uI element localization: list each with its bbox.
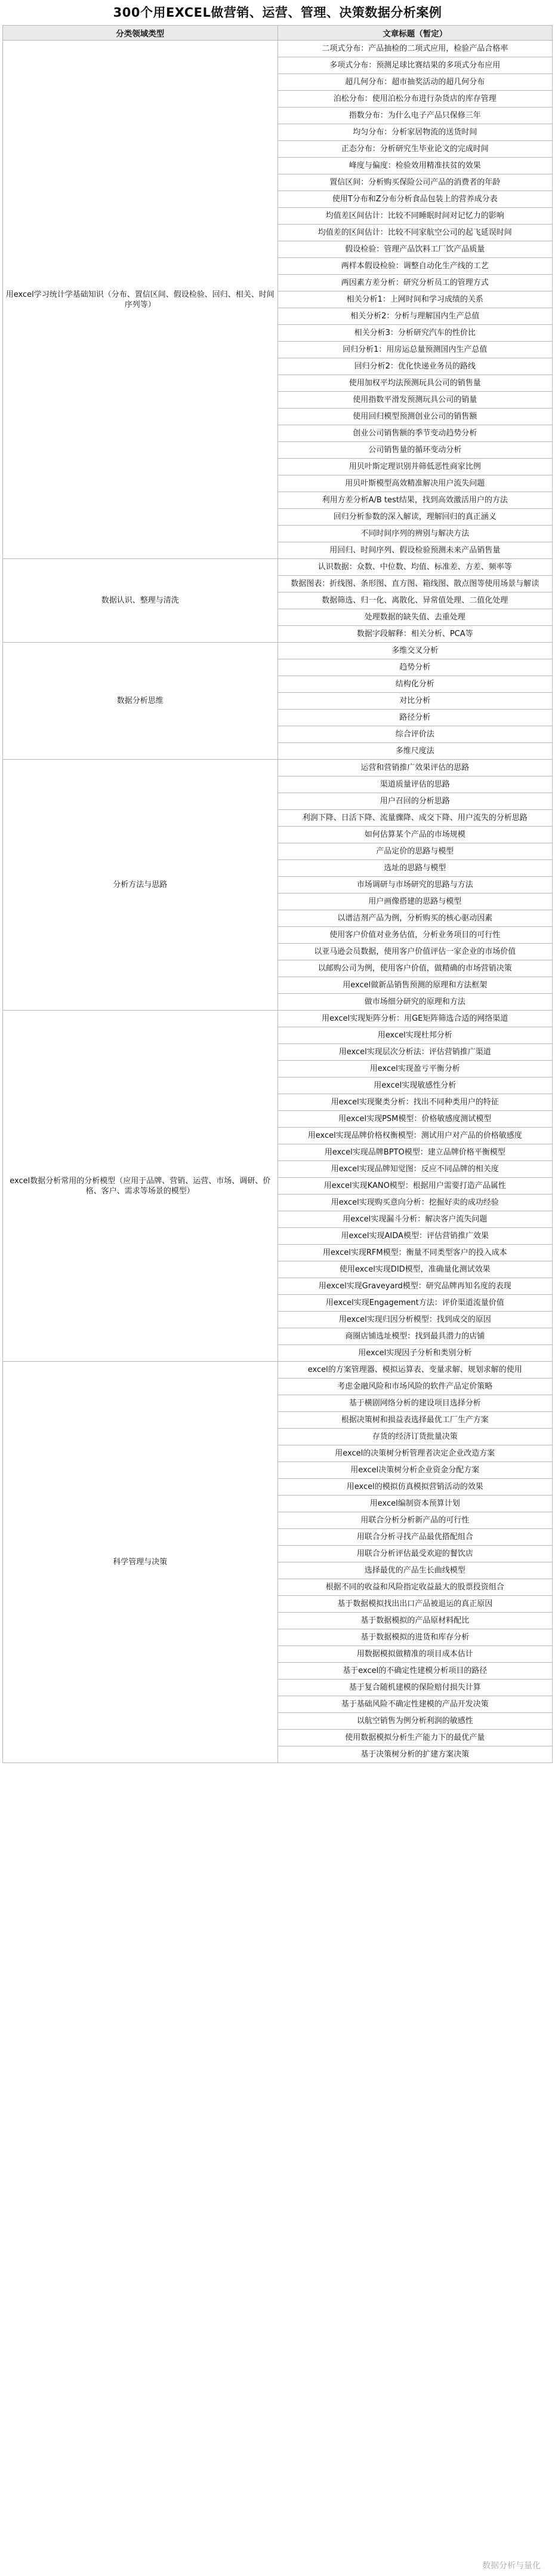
- topic-cell: 使用加权平均法预测玩具公司的销售量: [278, 375, 553, 392]
- topic-cell: 多项式分布：预测足球比赛结果的多项式分布应用: [278, 57, 553, 74]
- topic-cell: 不同时间序列的辨别与解决方法: [278, 526, 553, 542]
- case-table: [2, 25, 553, 1763]
- topic-cell: 用数据模拟做精准的项目成本估计: [278, 1646, 553, 1663]
- topic-cell: 选择最优的产品生长曲线模型: [278, 1562, 553, 1579]
- topic-cell: 认识数据：众数、中位数、均值、标准差、方差、频率等: [278, 559, 553, 576]
- topic-cell: 路径分析: [278, 710, 553, 726]
- topic-cell: 使用数据模拟分析生产能力下的最优产量: [278, 1730, 553, 1746]
- topic-cell: 用excel实现盈亏平衡分析: [278, 1061, 553, 1077]
- topic-cell: 数据图表：折线图、条形图、直方图、箱线图、散点图等使用场景与解读: [278, 576, 553, 592]
- topic-cell: 基于数据模拟找出出口产品被退运的真正原因: [278, 1596, 553, 1613]
- topic-cell: 正态分布：分析研究生毕业论文的完成时间: [278, 141, 553, 158]
- category-cell: 数据认识、整理与清洗: [3, 559, 278, 643]
- topic-cell: 回归分析1：用房运总量预测国内生产总值: [278, 342, 553, 358]
- topic-cell: 如何估算某个产品的市场规模: [278, 827, 553, 843]
- topic-cell: 用贝叶斯模型高效精准解决用户流失问题: [278, 475, 553, 492]
- topic-cell: 用excel实现矩阵分析：用GE矩阵筛选合适的网络渠道: [278, 1011, 553, 1027]
- topic-cell: 以谱洁剂产品为例，分析购买的核心驱动因素: [278, 910, 553, 927]
- topic-cell: 市场调研与市场研究的思路与方法: [278, 877, 553, 894]
- topic-cell: 用excel实现AIDA模型：评估营销推广效果: [278, 1228, 553, 1245]
- topic-cell: 做市场细分研究的原理和方法: [278, 994, 553, 1011]
- topic-cell: 处理数据的缺失值、去重处理: [278, 609, 553, 626]
- watermark: 数据分析与量化: [482, 2561, 541, 2571]
- topic-cell: 根据不同的收益和风险指定收益最大的股票投资组合: [278, 1579, 553, 1596]
- topic-cell: 用excel实现RFM模型：衡量不同类型客户的投入成本: [278, 1245, 553, 1261]
- topic-cell: 使用指数平滑发预测玩具公司的销量: [278, 392, 553, 409]
- topic-cell: 泊松分布：使用泊松分布进行杂货店的库存管理: [278, 91, 553, 108]
- topic-cell: 基于横剧网络分析的建设项目选择分析: [278, 1395, 553, 1412]
- topic-cell: 结构化分析: [278, 676, 553, 693]
- topic-cell: 数据筛选、归一化、离散化、异常值处理、二值化处理: [278, 592, 553, 609]
- topic-cell: 超几何分布：超市抽奖活动的超几何分布: [278, 74, 553, 91]
- topic-cell: 商圈店铺选址模型：找到最具潜力的店铺: [278, 1328, 553, 1345]
- topic-cell: 以亚马逊会员数据，使用客户价值评估一家企业的市场价值: [278, 944, 553, 960]
- page-title: 300个用EXCEL做营销、运营、管理、决策数据分析案例: [113, 5, 442, 20]
- topic-cell: 运营和营销推广效果评估的思路: [278, 760, 553, 776]
- topic-cell: 用户画像搭建的思路与模型: [278, 894, 553, 910]
- category-cell: 用excel学习统计学基础知识（分布、置信区间、假设检验、回归、相关、时间序列等）: [3, 41, 278, 559]
- topic-cell: 置信区间：分析购买保险公司产品的消费者的年龄: [278, 174, 553, 191]
- category-cell: 科学管理与决策: [3, 1362, 278, 1763]
- topic-cell: 以航空销售为例分析利润的敏感性: [278, 1713, 553, 1730]
- topic-cell: 使用T分布和Z分布分析食品包装上的营养成分表: [278, 191, 553, 208]
- topic-cell: 用excel实现因子分析和类别分析: [278, 1345, 553, 1362]
- topic-cell: 基于数据模拟的进货和库存分析: [278, 1629, 553, 1646]
- topic-cell: 用excel的决策树分析管理者决定企业改造方案: [278, 1445, 553, 1462]
- topic-cell: 用联合分析分析新产品的可行性: [278, 1512, 553, 1529]
- topic-cell: 用excel实现Engagement方法：评价渠道流量价值: [278, 1295, 553, 1312]
- topic-cell: 用联合分析寻找产品最优搭配组合: [278, 1529, 553, 1546]
- topic-cell: 均值差区间估计：比较不同睡眠时间对记忆力的影响: [278, 208, 553, 225]
- topic-cell: 用excel实现层次分析法：评估营销推广渠道: [278, 1044, 553, 1061]
- topic-cell: 多维交叉分析: [278, 643, 553, 659]
- topic-cell: 用excel实现归因分析模型：找到成交的原因: [278, 1312, 553, 1328]
- topic-cell: 基于基础风险不确定性建模的产品开发决策: [278, 1696, 553, 1713]
- topic-cell: 用excel实现漏斗分析：解决客户流失问题: [278, 1211, 553, 1228]
- topic-cell: 用excel实现购买意向分析：挖掘好卖的成功经验: [278, 1195, 553, 1211]
- table-body: [3, 41, 553, 1763]
- topic-cell: 趋势分析: [278, 659, 553, 676]
- topic-cell: 对比分析: [278, 693, 553, 710]
- topic-cell: 用excel决策树分析企业资金分配方案: [278, 1462, 553, 1479]
- table-row: [3, 41, 553, 57]
- topic-cell: 用回归、时间序列、假设检验预测未来产品销售量: [278, 542, 553, 559]
- header-category: 分类领域类型: [3, 26, 278, 41]
- topic-cell: 用户召回的分析思路: [278, 793, 553, 810]
- table-row: [3, 643, 553, 659]
- table-row: [3, 760, 553, 776]
- topic-cell: 产品定价的思路与模型: [278, 843, 553, 860]
- table-row: [3, 1362, 553, 1378]
- topic-cell: 用excel实现Graveyard模型：研究品牌再知名度的表现: [278, 1278, 553, 1295]
- topic-cell: 利用方差分析A/B test结果，找到高效激活用户的方法: [278, 492, 553, 509]
- topic-cell: 指数分布：为什么电子产品只保修三年: [278, 108, 553, 124]
- topic-cell: 用贝叶斯定理识别并筛低恶性商家比例: [278, 459, 553, 475]
- topic-cell: 用excel做新品销售预测的原理和方法框架: [278, 977, 553, 994]
- topic-cell: 用excel实现品牌BPTO模型：建立品牌价格平衡模型: [278, 1144, 553, 1161]
- topic-cell: 两因素方差分析：研究分析员工的管理方式: [278, 275, 553, 291]
- topic-cell: 回归分析参数的深入解读，理解回归的真正涵义: [278, 509, 553, 526]
- topic-cell: 用excel实现PSM模型：价格敏感度测试模型: [278, 1111, 553, 1128]
- topic-cell: 两样本假设检验：调整自动化生产线的工艺: [278, 258, 553, 275]
- topic-cell: 使用excel实现DID模型，准确量化测试效果: [278, 1261, 553, 1278]
- topic-cell: 以邮购公司为例，使用客户价值，做精确的市场营销决策: [278, 960, 553, 977]
- category-cell: 数据分析思维: [3, 643, 278, 760]
- category-cell: excel数据分析常用的分析模型（应用于品牌、营销、运营、市场、调研、价格、客户、需求等场景的模型）: [3, 1011, 278, 1362]
- topic-cell: 考虑金融风险和市场风险的软件产品定价策略: [278, 1378, 553, 1395]
- topic-cell: 用联合分析评估最受欢迎的餐饮店: [278, 1546, 553, 1562]
- topic-cell: 用excel实现聚类分析：找出不同种类用户的特征: [278, 1094, 553, 1111]
- table-row: [3, 559, 553, 576]
- topic-cell: 数据字段解释：相关分析、PCA等: [278, 626, 553, 643]
- topic-cell: 使用回归模型预测创业公司的销售额: [278, 409, 553, 425]
- topic-cell: 基于决策树分析的扩建方案决策: [278, 1746, 553, 1763]
- category-cell: 分析方法与思路: [3, 760, 278, 1011]
- topic-cell: 基于数据模拟的产品原材料配比: [278, 1613, 553, 1629]
- topic-cell: 用excel实现品牌知觉图：反应不同品牌的相关度: [278, 1161, 553, 1178]
- topic-cell: 二项式分布：产品抽检的二项式应用，检验产品合格率: [278, 41, 553, 57]
- topic-cell: 使用客户价值对业务估值，分析业务项目的可行性: [278, 927, 553, 944]
- topic-cell: 选址的思路与模型: [278, 860, 553, 877]
- topic-cell: 基于excel的不确定性建模分析项目的路径: [278, 1663, 553, 1680]
- topic-cell: 回归分析2：优化快递业务员的路线: [278, 358, 553, 375]
- table-header-row: [3, 26, 553, 41]
- topic-cell: 用excel的模拟仿真模拟营销活动的效果: [278, 1479, 553, 1496]
- topic-cell: excel的方案管理器、模拟运算表、变量求解、规划求解的使用: [278, 1362, 553, 1378]
- topic-cell: 渠道质量评估的思路: [278, 776, 553, 793]
- topic-cell: 利润下降、日活下降、流量骤降、成交下降、用户流失的分析思路: [278, 810, 553, 827]
- topic-cell: 用excel编制资本预算计划: [278, 1496, 553, 1512]
- topic-cell: 公司销售量的循环变动分析: [278, 442, 553, 459]
- topic-cell: 均匀分布：分析家居物流的送货时间: [278, 124, 553, 141]
- topic-cell: 峰度与偏度：检验效用精准扶贫的效果: [278, 158, 553, 174]
- topic-cell: 均值差的区间估计：比较不同家航空公司的起飞延误时间: [278, 225, 553, 241]
- topic-cell: 基于复合随机建模的保险赔付损失计算: [278, 1680, 553, 1696]
- topic-cell: 多维尺度法: [278, 743, 553, 760]
- topic-cell: 用excel实现敏感性分析: [278, 1077, 553, 1094]
- topic-cell: 创业公司销售额的季节变动趋势分析: [278, 425, 553, 442]
- topic-cell: 存货的经济订货批量决策: [278, 1429, 553, 1445]
- topic-cell: 相关分析1：上网时间和学习成绩的关系: [278, 291, 553, 308]
- topic-cell: 相关分析3：分析研究汽车的性价比: [278, 325, 553, 342]
- topic-cell: 相关分析2：分析与理解国内生产总值: [278, 308, 553, 325]
- topic-cell: 综合评价法: [278, 726, 553, 743]
- topic-cell: 用excel实现KANO模型：根据用户需要打造产品属性: [278, 1178, 553, 1195]
- header-topic: 文章标题（暂定）: [278, 26, 553, 41]
- topic-cell: 假设检验：管理产品饮料工厂饮产品质量: [278, 241, 553, 258]
- table-row: [3, 1011, 553, 1027]
- topic-cell: 用excel实现杜邦分析: [278, 1027, 553, 1044]
- topic-cell: 用excel实现品牌价格权衡模型：测试用户对产品的价格敏感度: [278, 1128, 553, 1144]
- topic-cell: 根据决策树和损益表选择最优工厂生产方案: [278, 1412, 553, 1429]
